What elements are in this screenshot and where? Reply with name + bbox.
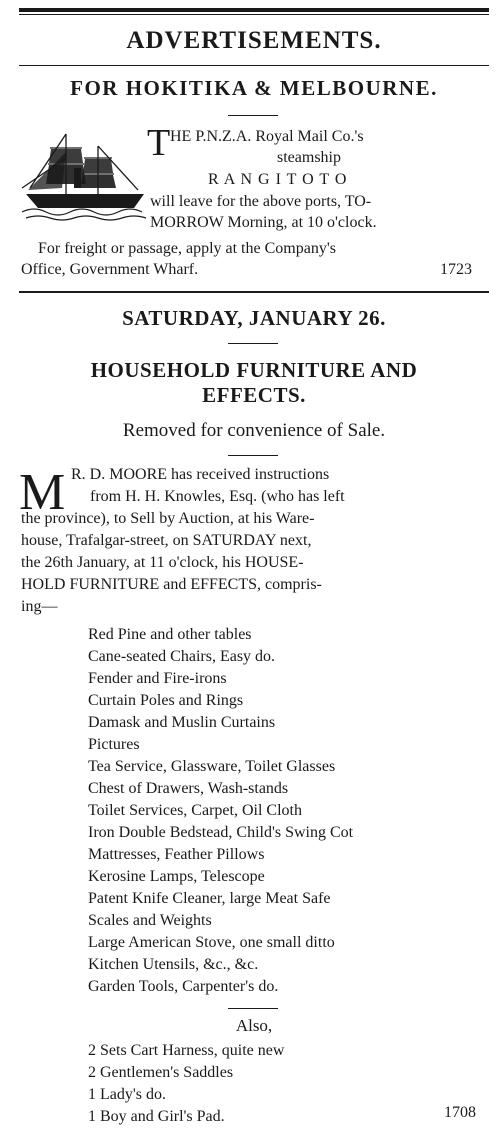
list-item: Red Pine and other tables <box>88 626 252 643</box>
auction-title-line-2: EFFECTS. <box>202 383 306 407</box>
list-item: Iron Double Bedstead, Child's Swing Cot <box>88 824 354 841</box>
auction-body-line-1: R. D. MOORE has received instructions <box>71 466 330 483</box>
sailing-steamship-icon <box>20 128 150 224</box>
list-item: Toilet Services, Carpet, Oil Cloth <box>88 802 302 819</box>
shipping-drop-cap: T <box>147 122 171 164</box>
list-item: Chest of Drawers, Wash-stands <box>88 780 289 797</box>
also-item: 2 Gentlemen's Saddles <box>88 1064 234 1081</box>
list-item: Patent Knife Cleaner, large Meat Safe <box>88 890 331 907</box>
masthead-title: ADVERTISEMENTS. <box>126 27 382 54</box>
list-item: Mattresses, Feather Pillows <box>88 846 265 863</box>
also-heading: Also, <box>235 1016 273 1035</box>
auction-body-line-2: from H. H. Knowles, Esq. (who has left <box>90 488 345 505</box>
shipping-line-2: steamship <box>277 149 341 166</box>
auction-title-line-1: HOUSEHOLD FURNITURE AND <box>90 358 418 382</box>
list-item: Fender and Fire-irons <box>88 670 227 687</box>
auction-body-line-5: the 26th January, at 11 o'clock, his HOUSE- <box>21 554 304 571</box>
shipping-line-6: For freight or passage, apply at the Company's <box>38 240 336 257</box>
auction-body-line-3: the province), to Sell by Auction, at his Ware- <box>21 510 315 527</box>
list-item: Damask and Muslin Curtains <box>88 714 276 731</box>
auction-drop-cap: M <box>19 464 66 521</box>
shipping-line-1: HE P.N.Z.A. Royal Mail Co.'s <box>170 128 364 145</box>
auction-body-line-4: house, Trafalgar-street, on SATURDAY next, <box>21 532 312 549</box>
list-item: Curtain Poles and Rings <box>88 692 244 709</box>
list-item: Tea Service, Glassware, Toilet Glasses <box>88 758 336 775</box>
shipping-heading: FOR HOKITIKA & MELBOURNE. <box>70 76 438 100</box>
list-item: Large American Stove, one small ditto <box>88 934 335 951</box>
list-item: Kitchen Utensils, &c., &c. <box>88 956 259 973</box>
auction-body-line-6: HOLD FURNITURE and EFFECTS, compris- <box>21 576 322 593</box>
shipping-ref-number: 1723 <box>440 261 472 278</box>
top-thin-rule <box>19 14 489 15</box>
shipping-line-5: MORROW Morning, at 10 o'clock. <box>150 214 377 231</box>
section-divider <box>19 291 489 293</box>
list-item: Cane-seated Chairs, Easy do. <box>88 648 276 665</box>
shipping-line-7: Office, Government Wharf. <box>21 261 199 278</box>
list-item: Pictures <box>88 736 140 753</box>
list-item: Garden Tools, Carpenter's do. <box>88 978 279 995</box>
also-short-rule <box>228 1008 278 1009</box>
also-item: 2 Sets Cart Harness, quite new <box>88 1042 285 1059</box>
ship-name: R A N G I T O T O <box>208 171 348 188</box>
auction-date: SATURDAY, JANUARY 26. <box>122 306 386 330</box>
auction-short-rule-1 <box>228 343 278 344</box>
also-item: 1 Boy and Girl's Pad. <box>88 1108 225 1125</box>
shipping-line-4: will leave for the above ports, TO- <box>150 193 372 210</box>
auction-body-line-7: ing— <box>21 598 58 615</box>
list-item: Scales and Weights <box>88 912 212 929</box>
list-item: Kerosine Lamps, Telescope <box>88 868 265 885</box>
also-item: 1 Lady's do. <box>88 1086 166 1103</box>
auction-short-rule-2 <box>228 455 278 456</box>
masthead-rule <box>19 65 489 66</box>
shipping-short-rule <box>228 115 278 116</box>
top-thick-rule <box>19 8 489 12</box>
auction-ref-number: 1708 <box>444 1104 476 1121</box>
auction-subtitle: Removed for convenience of Sale. <box>122 420 386 441</box>
